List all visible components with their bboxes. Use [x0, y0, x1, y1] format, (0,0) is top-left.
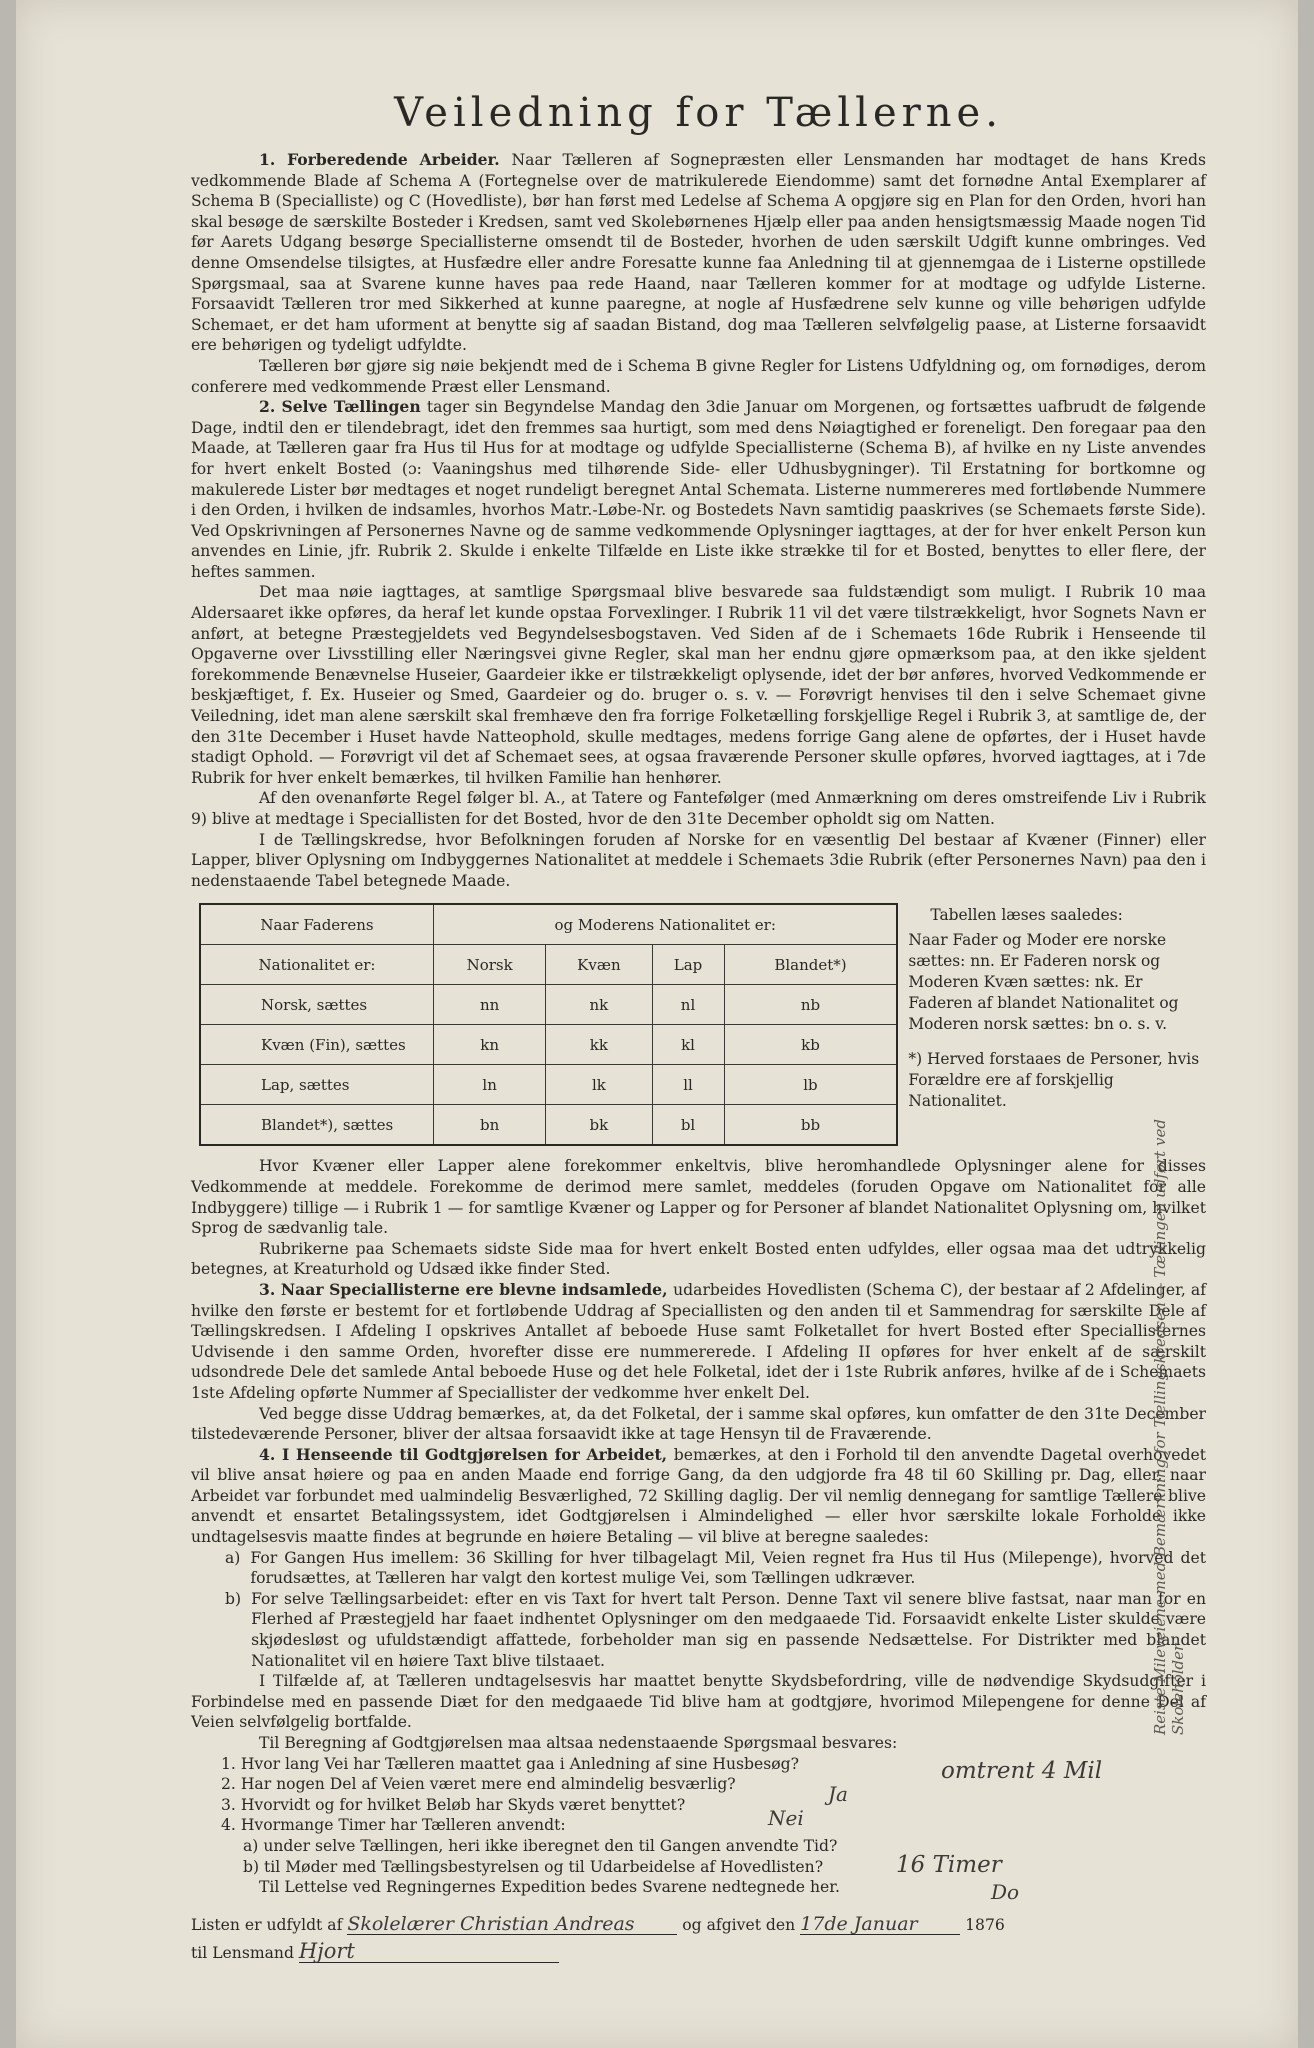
- table-footnote: *) Herved forstaaes de Personer, hvis Forældre ere af forskjellig Nationalitet.: [908, 1050, 1200, 1111]
- paragraph-text: Rubrikerne paa Schemaets sidste Side maa for hvert enkelt Bosted enten udfyldes, eller ogsaa maa det udtrykkelig betegnes, at Kreaturhold og Udsæd ikke finder Sted.: [191, 1239, 1206, 1279]
- document-body: [191, 90, 1206, 1964]
- answer-q2: Ja: [828, 1782, 848, 1806]
- payment-item-b: [225, 1589, 1206, 1671]
- footer-year: 1876: [965, 1915, 1005, 1934]
- answer-q3: Nei: [768, 1806, 804, 1830]
- table-col-header: Norsk: [434, 945, 546, 985]
- footer-label-lensmand: til Lensmand: [191, 1944, 294, 1963]
- question: a) under selve Tællingen, heri ikke iberegnet den til Gangen anvendte Tid?: [243, 1836, 838, 1855]
- lensmand-line: [191, 1941, 1206, 1964]
- lensmand-field[interactable]: Hjort: [299, 1941, 559, 1963]
- nationality-table-section: [191, 891, 1206, 1156]
- document-page: [16, 0, 1298, 2048]
- table-cell: lb: [724, 1065, 897, 1105]
- page-title: Veiledning for Tællerne.: [394, 90, 1003, 136]
- nationality-table: [199, 903, 898, 1146]
- paragraph-text: Hvor Kvæner eller Lapper alene forekommer enkeltvis, blive heromhandlede Oplysninger alene for disses Vedkommende at meddele. Forekomme de derimod mere samlet, meddeles (foruden Opgave om Nationalitet for alle Indbyggere) tillige — i Rubrik 1 — for samtlige Kvæner og Lapper og for Personer af blandet Nationalitet Oplysning om, hvilket Sprog de sædvanlig tale.: [191, 1157, 1206, 1238]
- paragraph: [191, 1445, 1206, 1548]
- answer-q4b: Do: [991, 1880, 1020, 1904]
- answer-q4a: 16 Timer: [896, 1852, 1002, 1878]
- table-cell: bb: [724, 1105, 897, 1146]
- paragraph: [191, 830, 1206, 892]
- paragraph: [191, 1280, 1206, 1404]
- table-head-father-2: Nationalitet er:: [200, 945, 434, 985]
- paragraph-text: I de Tællingskredse, hvor Befolkningen foruden af Norske for en væsentlig Del bestaar af Kvæner (Finner) eller Lapper, bliver Oplysning om Indbyggernes Nationalitet at meddele i Schemaets 3die Rubrik (efter Personernes Navn) paa den i nedenstaaende Tabel betegnede Maade.: [191, 830, 1206, 890]
- payment-item-a: [225, 1548, 1206, 1589]
- table-cell: kn: [434, 1025, 546, 1065]
- table-cell: bn: [434, 1105, 546, 1146]
- question: 1. Hvor lang Vei har Tælleren maattet gaa i Anledning af sine Husbesøg?: [221, 1754, 799, 1773]
- table-cell: lk: [546, 1065, 652, 1105]
- paragraph: [191, 397, 1206, 582]
- section-intro: [191, 150, 1206, 891]
- table-cell: kl: [652, 1025, 724, 1065]
- item-text: For selve Tællingsarbeidet: efter en vis Taxt for hvert talt Person. Denne Taxt vil senere blive fastsat, naar man for en Flerhed af Præstegjeld har faaet indhentet Oplysninger om den medgaaede Tid. Forsaavidt enkelte Lister skulde være skjødesløst og ufuldstændigt affattede, forbeholder man sig en passende Nedsættelse. For Distrikter med blandet Nationalitet vil en høiere Taxt blive tilstaaet.: [251, 1589, 1206, 1670]
- paragraph: [191, 150, 1206, 356]
- question: 2. Har nogen Del af Veien været mere end almindelig besværlig?: [221, 1775, 736, 1794]
- closing-line: Til Lettelse ved Regningernes Expedition bedes Svarene nedtegnede her.: [259, 1878, 840, 1897]
- question: 4. Hvormange Timer har Tælleren anvendt:: [221, 1816, 566, 1835]
- row-label: Kvæn (Fin), sættes: [200, 1025, 434, 1065]
- table-row: [200, 985, 897, 1025]
- table-cell: nn: [434, 985, 546, 1025]
- paragraph-text: bemærkes, at den i Forhold til den anvendte Dagetal overhovedet vil blive ansat høiere og paa en anden Maade end forrige Gang, da den udgjorde fra 48 til 60 Skilling pr. Dag, eller, naar Arbeidet var forbundet med ualmindelig Besværlighed, 72 Skilling daglig. Der vil nemlig dennegang for samtlige Tællere blive anvendt et ensartet Betalingssystem, idet Godtgjørelsen i Almindelighed — eller hvor særskilte lokale Forholde ikke undtagelsesvis maatte findes at begrunde en høiere Betaling — vil blive at beregne saaledes:: [191, 1445, 1206, 1547]
- section-main: [191, 1156, 1206, 1547]
- question: 3. Hvorvidt og for hvilket Beløb har Skyds været benyttet?: [221, 1795, 686, 1814]
- table-row: [200, 1105, 897, 1146]
- table-cell: nl: [652, 985, 724, 1025]
- row-label: Blandet*), sættes: [200, 1105, 434, 1146]
- filled-by-field[interactable]: Skolelærer Christian Andreas: [347, 1914, 677, 1936]
- section-heading: 2. Selve Tællingen: [259, 397, 427, 417]
- table-cell: nk: [546, 985, 652, 1025]
- paragraph: [191, 1239, 1206, 1280]
- table-cell: kk: [546, 1025, 652, 1065]
- margin-note: Reiste Mileveiene med Bemærkning for Tællingskredsen — Tællingen udført ved Skoleholder: [1151, 1119, 1187, 1735]
- table-explanation-body: Naar Fader og Moder ere norske sættes: nn. Er Faderen norsk og Moderen Kvæn sættes: nk. Er Faderen af blandet Nationalitet og Moderen norsk sættes: bn o. s. v.: [908, 931, 1179, 1034]
- table-explanation-title: Tabellen læses saaledes:: [930, 906, 1123, 925]
- section-heading: 3. Naar Speciallisterne ere blevne indsamlede,: [259, 1279, 674, 1299]
- table-head-father-1: Naar Faderens: [200, 904, 434, 945]
- table-cell: ln: [434, 1065, 546, 1105]
- paragraph: [191, 356, 1206, 397]
- footer-label-date: og afgivet den: [682, 1915, 796, 1934]
- section-heading: 1. Forberedende Arbeider.: [259, 150, 512, 169]
- item-text: For Gangen Hus imellem: 36 Skilling for hver tilbagelagt Mil, Veien regnet fra Hus til Hus (Milepenge), hvorved det forudsættes, at Tælleren har valgt den kortest mulige Vei, som Tællingen udkræver.: [250, 1548, 1206, 1588]
- paragraph: I Tilfælde af, at Tælleren undtagelsesvis har maattet benytte Skydsbefordring, ville de nødvendige Skydsudgifter i Forbindelse med en passende Diæt for den medgaaede Tid blive ham at godtgjøre, hvorimod Milepengene for denne Del af Veien selvfølgelig bortfalde.: [191, 1672, 1206, 1732]
- row-label: Norsk, sættes: [200, 985, 434, 1025]
- paragraph: [191, 1156, 1206, 1238]
- payment-items: [191, 1548, 1206, 1672]
- table-head-mother: og Moderens Nationalitet er:: [434, 904, 898, 945]
- paragraph-text: Af den ovenanførte Regel følger bl. A., at Tatere og Fantefølger (med Anmærkning om deres omstreifende Liv i Rubrik 9) blive at medtage i Speciallisten for det Bosted, hvor de den 31te December opholdt sig om Natten.: [191, 789, 1206, 828]
- paragraph: [191, 582, 1206, 788]
- item-label: a): [225, 1548, 241, 1567]
- paragraph-text: Det maa nøie iagttages, at samtlige Spørgsmaal blive besvarede saa fuldstændigt som muligt. I Rubrik 10 maa Aldersaaret ikke opføres, da heraf let kunde opstaa Forvexlinger. I Rubrik 11 vil det være tilstrækkeligt, hvor Sognets Navn er anført, at betegne Præstegjeldets ved Begyndelsesbogstaven. Ved Siden af de i Schemaets 16de Rubrik i Henseende til Opgaverne over Livsstilling eller Næringsvei givne Regler, skal man her endnu gjøre opmærksom paa, at den ikke sjeldent forekommende Benævnelse Huseier, Gaardeier ikke er tilstrækkeligt oplysende, idet der bør anføres, hvorved Vedkommende er beskjæftiget, f. Ex. Huseier og Smed, Gaardeier og do. bruger o. s. v. — Forøvrigt henvises til den i selve Schemaet givne Veiledning, idet man alene særskilt skal fremhæve den fra forrige Folketælling forskjellige Regel i Rubrik 3, at samtlige de, der den 31te December i Huset havde Natteophold, skulle medtages, medens forrige Gang alene de opførtes, der i Huset havde stadigt Ophold. — Forøvrigt vil det af Schemaet sees, at ogsaa fraværende Personer skulle opføres, hvorved iagttages, at i 7de Rubrik for hver enkelt bemærkes, til hvilken Familie han henhører.: [191, 583, 1206, 787]
- table-col-header: Kvæn: [546, 945, 652, 985]
- table-cell: bl: [652, 1105, 724, 1146]
- table-cell: nb: [724, 985, 897, 1025]
- table-col-header: Blandet*): [724, 945, 897, 985]
- table-cell: kb: [724, 1025, 897, 1065]
- signature-line: [191, 1914, 1206, 1936]
- table-row: [200, 1065, 897, 1105]
- paragraph-text: Ved begge disse Uddrag bemærkes, at, da det Folketal, der i samme skal opføres, kun omfatter de den 31te December tilstedeværende Personer, bliver der altsaa forsaavidt ikke at tage Hensyn til de Fraværende.: [191, 1404, 1206, 1444]
- table-cell: bk: [546, 1105, 652, 1146]
- paragraph-text: udarbeides Hovedlisten (Schema C), der bestaar af 2 Afdelinger, af hvilke den første er bestemt for et fortløbende Uddrag af Speciallisten og den anden til et Sammendrag for særskilte Dele af Tællingskredsen. I Afdeling I opskrives Antallet af beboede Huse samt Folketallet for hvert Bosted efter Speciallisternes Udvisende i den samme Orden, hvorefter disse ere nummererede. I Afdeling II opføres for hver enkelt af de særskilt udsondrede Dele det samlede Antal beboede Huse og det hele Folketal, idet der i 1ste Rubrik anføres, hvilke af de i Schemaets 1ste Afdeling opførte Nummer af Speciallister der vedkomme hver enkelt Del.: [191, 1280, 1207, 1402]
- paragraph-text: Naar Tælleren af Sognepræsten eller Lensmanden har modtaget de hans Kreds vedkommende Blade af Schema A (Fortegnelse over de matrikulerede Eiendomme) samt det fornødne Antal Exemplarer af Schema B (Specialliste) og C (Hovedliste), bør han først med Ledelse af Schema A opgjøre sig en Plan for den Orden, hvori han skal besøge de særskilte Bosteder i Kredsen, samt ved Skolebørnenes Hjælp eller paa anden hensigtsmæssig Maade nogen Tid før Aarets Udgang besørge Speciallisterne omsendt til de Bosteder, hvorhen de uden særskilt Udgift kunne ombringes. Ved denne Omsendelse tilsigtes, at Husfædre eller andre Foresatte kunne faa Anledning til at gjennemgaa de i Listerne opstillede Spørgsmaal, saa at Svarene kunne haves paa rede Haand, naar Tælleren kommer for at modtage og udfylde Listerne. Forsaavidt Tælleren tror med Sikkerhed at kunne paaregne, at nogle af Husfædrene selv kunne og ville behørigen udfylde Schemaet, er det ham uforment at benytte sig af saadan Bistand, dog maa Tælleren selvfølgelig paase, at Listerne forsaavidt ere behørigen og tydeligt udfyldte.: [191, 151, 1206, 355]
- answer-q1: omtrent 4 Mil: [941, 1758, 1103, 1784]
- table-col-header: Lap: [652, 945, 724, 985]
- table-row: [200, 1025, 897, 1065]
- row-label: Lap, sættes: [200, 1065, 434, 1105]
- question: b) til Møder med Tællingsbestyrelsen og til Udarbeidelse af Hovedlisten?: [243, 1857, 824, 1876]
- item-label: b): [225, 1589, 242, 1608]
- paragraph-text: tager sin Begyndelse Mandag den 3die Januar om Morgenen, og fortsættes uafbrudt de følgende Dage, indtil den er tilendebragt, idet den fremmes saa hurtigt, som med dens Nøiagtighed er foreneligt. Den foregaar paa den Maade, at Tælleren gaar fra Hus til Hus for at modtage og udfylde Speciallisterne (Schema B), af hvilke en ny Liste anvendes for hvert enkelt Bosted (ɔ: Vaaningshus med tilhørende Side- eller Udhusbygninger). Til Erstatning for bortkomne og makulerede Lister bør medtages et noget rundeligt beregnet Antal Schemata. Listerne nummereres med fortløbende Nummere i den Orden, i hvilken de indsamles, hvorhos Matr.-Løbe-Nr. og Bostedets Navn samtidig paaskrives (se Schemaets første Side). Ved Opskrivningen af Personernes Navne og de samme vedkommende Oplysninger iagttages, at der for hver enkelt Person kun anvendes en Linie, jfr. Rubrik 2. Skulde i enkelte Tilfælde en Liste ikke strække til for et Bosted, benyttes to eller flere, der heftes sammen.: [191, 398, 1206, 581]
- paragraph: Til Beregning af Godtgjørelsen maa altsaa nedenstaaende Spørgsmaal besvares:: [259, 1734, 898, 1752]
- footer-label-filled: Listen er udfyldt af: [191, 1915, 343, 1934]
- paragraph-text: Tælleren bør gjøre sig nøie bekjendt med de i Schema B givne Regler for Listens Udfyldning og, om fornødiges, derom conferere med vedkommende Præst eller Lensmand.: [191, 356, 1206, 396]
- section-heading: 4. I Henseende til Godtgjørelsen for Arbeidet,: [259, 1444, 674, 1464]
- paragraph: [191, 788, 1206, 829]
- table-cell: ll: [652, 1065, 724, 1105]
- paragraph: [191, 1404, 1206, 1445]
- date-field[interactable]: 17de Januar: [800, 1914, 960, 1936]
